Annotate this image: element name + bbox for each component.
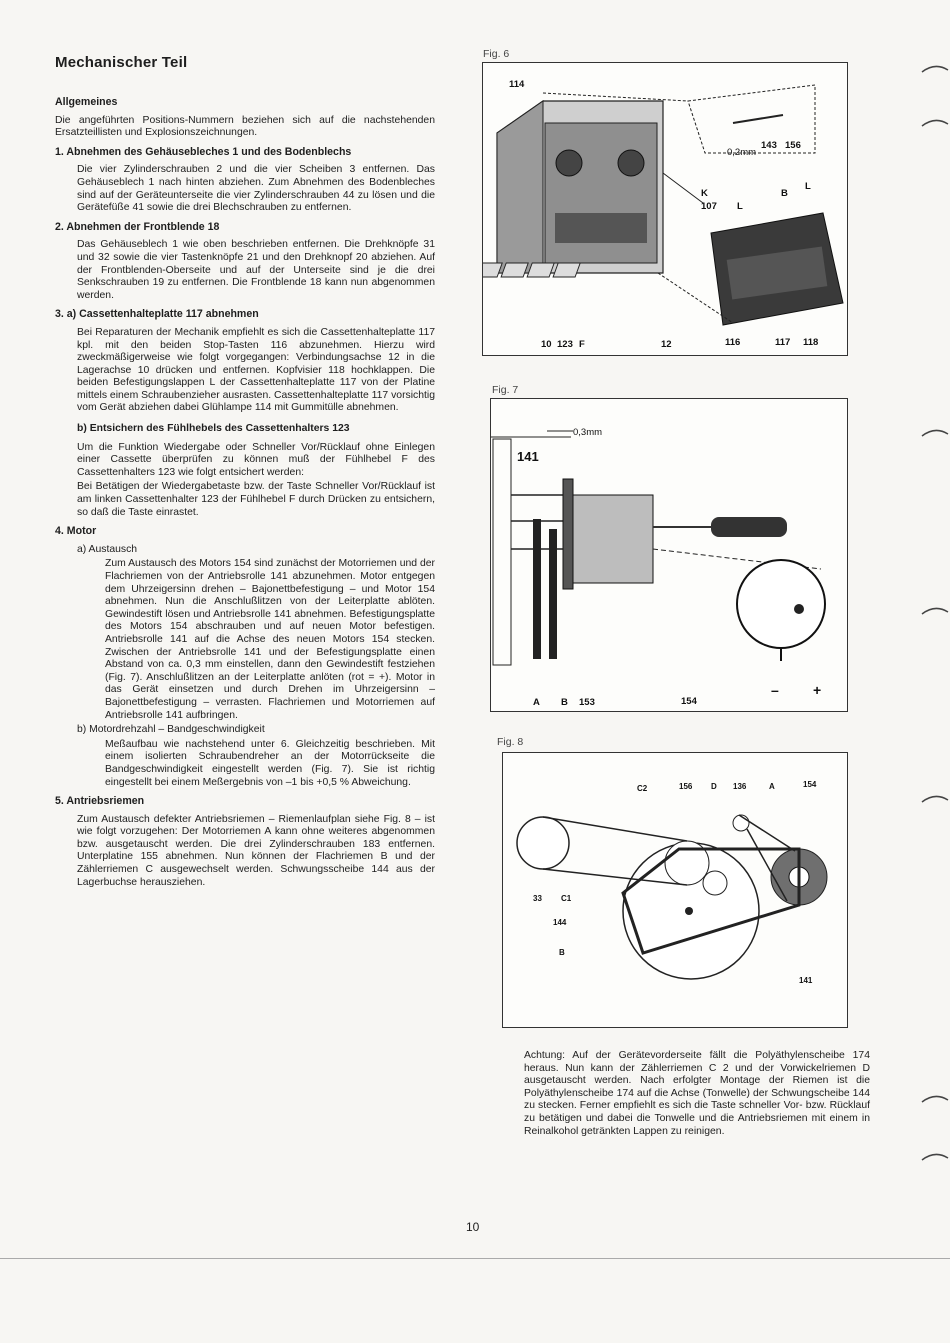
fig7-label-plus: + <box>813 682 822 698</box>
fig6-label-107: 107 <box>701 201 717 212</box>
fig8-label-136: 136 <box>733 782 747 791</box>
text-section-1: Die vier Zylinderschrauben 2 und die vier Scheiben 3 entfernen. Das Gehäuseblech 1 nach hinten abziehen. Zum Abnehmen des Bodenbleches sind auf der Geräteunterseite die vier Zylinderschrauben 44 zu lösen und die Gerätefüße 41 sowie die drei Blechschrauben zu entfernen. <box>77 164 435 214</box>
text-section-4a: Zum Austausch des Motors 154 sind zunächst der Motorriemen und der Flachriemen von der Antriebsrolle 141 abzunehmen. Motor entgegen dem Uhrzeigersinn drehen – Bajonettbefestigung – und Motor 154 abnehmen. Nun die Anschlußlitzen von der Leiterplatte ablöten. Gewindestift lösen und Antriebsrolle 141 abnehmen. Befestigungsplatte des Motors 154 abschrauben und auf neuen Motor befestigen. Antriebsrolle 141 auf die Achse des neuen Motors 154 stecken. Zwischen der Antriebsrolle 141 und der Befestigungsplatte einen Abstand von ca. 0,3 mm einstellen, dann den Gewindestift festziehen (Fig. 7). Anschlußlitzen an der Leiterplatte anlöten (rot = +). Motor in das Gerät einsetzen und durch Drehen im Uhrzeigersinn – Bajonettbefestigung – verrasten. Flachriemen und Motorriemen auf Antriebsrolle 141 aufbringen. <box>105 558 435 721</box>
fig6-label-114: 114 <box>509 79 525 90</box>
fig6-label-116: 116 <box>725 337 741 348</box>
label-section-4a: a) Austausch <box>77 543 138 555</box>
fig8-label-33: 33 <box>533 894 542 903</box>
edge-mark <box>920 426 950 440</box>
fig7-label-03mm: 0,3mm <box>573 427 603 438</box>
heading-section-2: 2. Abnehmen der Frontblende 18 <box>55 220 220 233</box>
edge-mark <box>920 62 950 76</box>
figure-6 <box>482 62 848 356</box>
fig8-label-c1: C1 <box>561 894 572 903</box>
figure-8 <box>502 752 848 1028</box>
fig6-label-l2: L <box>737 201 743 212</box>
text-achtung: Achtung: Auf der Gerätevorderseite fällt die Polyäthylenscheibe 174 heraus. Nun kann der Zählerriemen C 2 und der Vorwickelriemen D ausgetauscht werden. Nach erfolgter Montage der Riemen ist die Polyäthylenscheibe 174 auf die Achse (Tonwelle) der Schwungscheibe 144 zu stecken. Ferner empfiehlt es sich die Taste schneller Vor- bzw. Rücklauf zu betätigen und dabei die Tonwelle und die Antriebsriemen mit einem in Reinalkohol getränkten Lappen zu reinigen. <box>524 1050 870 1137</box>
fig8-drawing <box>503 753 847 1027</box>
fig8-label-141: 141 <box>799 976 813 985</box>
fig7-label-154: 154 <box>681 696 697 707</box>
fig8-label-144: 144 <box>553 918 567 927</box>
text-section-3b-1: Um die Funktion Wiedergabe oder Schneller Vor/Rücklauf ohne Einlegen einer Cassette überprüfen zu können muß der Fühlhebel F des Cassettenhalters 123 wie folgt entsichert werden: <box>77 441 435 478</box>
text-section-4b: Meßaufbau wie nachstehend unter 6. Gleichzeitig beschrieben. Mit einem isolierten Schraubendreher an der Motorrückseite die Bandgeschwindigkeit eingestellt werden (Fig. 7). Sie ist richtig eingestellt bei einem Meßergebnis von –1 bis +0,5 % Abweichung. <box>105 738 435 788</box>
fig6-label-143: 143 <box>761 140 777 151</box>
page-title: Mechanischer Teil <box>55 54 188 71</box>
fig6-drawing <box>483 63 847 355</box>
fig7-label-a: A <box>533 697 540 708</box>
right-column-text <box>524 1050 870 1138</box>
fig6-caption: Fig. 6 <box>483 48 510 60</box>
fig6-label-12: 12 <box>661 339 672 350</box>
edge-mark <box>920 604 950 618</box>
heading-section-3a: 3. a) Cassettenhalteplatte 117 abnehmen <box>55 308 259 321</box>
label-section-4b: b) Motordrehzahl – Bandgeschwindigkeit <box>77 724 265 736</box>
fig6-label-123: 123 <box>557 339 573 350</box>
heading-section-1: 1. Abnehmen des Gehäusebleches 1 und des Bodenblechs <box>55 145 352 158</box>
fig8-caption: Fig. 8 <box>497 736 524 748</box>
fig8-label-b: B <box>559 948 565 957</box>
fig6-label-117: 117 <box>775 337 791 348</box>
fig6-label-118: 118 <box>803 337 819 348</box>
fig6-label-156: 156 <box>785 140 801 151</box>
left-column <box>55 90 435 891</box>
fig8-label-154: 154 <box>803 780 817 789</box>
fig7-label-153: 153 <box>579 697 595 708</box>
fig7-label-minus: – <box>771 682 779 698</box>
fig8-label-a: A <box>769 782 775 791</box>
heading-allgemeines: Allgemeines <box>55 96 118 108</box>
fig7-caption: Fig. 7 <box>492 384 519 396</box>
fig8-label-156: 156 <box>679 782 693 791</box>
fig6-label-b: B <box>781 188 788 199</box>
edge-mark <box>920 1092 950 1106</box>
heading-section-5: 5. Antriebsriemen <box>55 795 145 808</box>
text-section-3a: Bei Reparaturen der Mechanik empfiehlt es sich die Cassettenhalteplatte 117 kpl. mit den beiden Stop-Tasten 116 abzunehmen. Hierzu wird zweckmäßigerweise wie folgt vorgegangen: Verbindungsachse 12 in die Lagerachse 10 drücken und entfernen. Kopfvisier 118 hochklappen. Die beiden Befestigungslappen L der Cassettenhalteplatte 117 von der Platine mittels einem Schraubenzieher ausrasten. Cassettenhalteplatte 117 vorsichtig vom Gerät abziehen dabei Glühlampe 114 mit Gummitülle abnehmen. <box>77 326 435 414</box>
text-allgemeines: Die angeführten Positions-Nummern beziehen sich auf die nachstehenden Ersatzteillisten und Explosionszeichnungen. <box>55 114 435 139</box>
text-section-3b-2: Bei Betätigen der Wiedergabetaste bzw. der Taste Schneller Vor/Rücklauf ist am linken Cassettenhalter 123 der Fühlhebel F durch Drücken zu entsichern, so daß die Taste einrastet. <box>77 481 435 518</box>
page-number: 10 <box>466 1220 480 1234</box>
fig6-label-k: K <box>701 188 708 199</box>
edge-mark <box>920 1150 950 1164</box>
fig8-label-c2: C2 <box>637 784 648 793</box>
heading-section-3b: b) Entsichern des Fühlhebels des Cassettenhalters 123 <box>77 423 350 435</box>
fig8-label-d: D <box>711 782 717 791</box>
heading-section-4: 4. Motor <box>55 525 97 538</box>
text-section-5: Zum Austausch defekter Antriebsriemen – Riemenlaufplan siehe Fig. 8 – ist wie folgt vorzugehen: Der Motorriemen A kann ohne weiteres abgenommen bzw. ausgetauscht werden. Die drei Zylinderschrauben 183 entfernen. Unterplatine 155 abnehmen. Nun können der Flachriemen B und der Zählerriemen C ausgewechselt werden. Schwungsscheibe 144 aus der Lagerbuchse herausziehen. <box>77 813 435 888</box>
fig6-label-f: F <box>579 339 585 350</box>
fig7-drawing <box>491 399 847 711</box>
fig6-label-02mm: 0,2mm <box>727 147 757 158</box>
fig6-label-l1: L <box>805 181 811 192</box>
edge-mark <box>920 792 950 806</box>
fig7-label-b: B <box>561 697 568 708</box>
footer-divider <box>0 1258 950 1259</box>
fig6-label-10: 10 <box>541 339 552 350</box>
fig7-label-141: 141 <box>517 449 539 464</box>
figure-7 <box>490 398 848 712</box>
text-section-2: Das Gehäuseblech 1 wie oben beschrieben entfernen. Die Drehknöpfe 31 und 32 sowie die vier Tastenknöpfe 21 und den Drehknopf 20 abziehen. Auf der Frontblenden-Oberseite und auf der Unterseite sind je die drei Senkschrauben 19 zu entfernen. Die Frontblende 18 kann nun abgenommen werden. <box>77 239 435 301</box>
edge-mark <box>920 116 950 130</box>
